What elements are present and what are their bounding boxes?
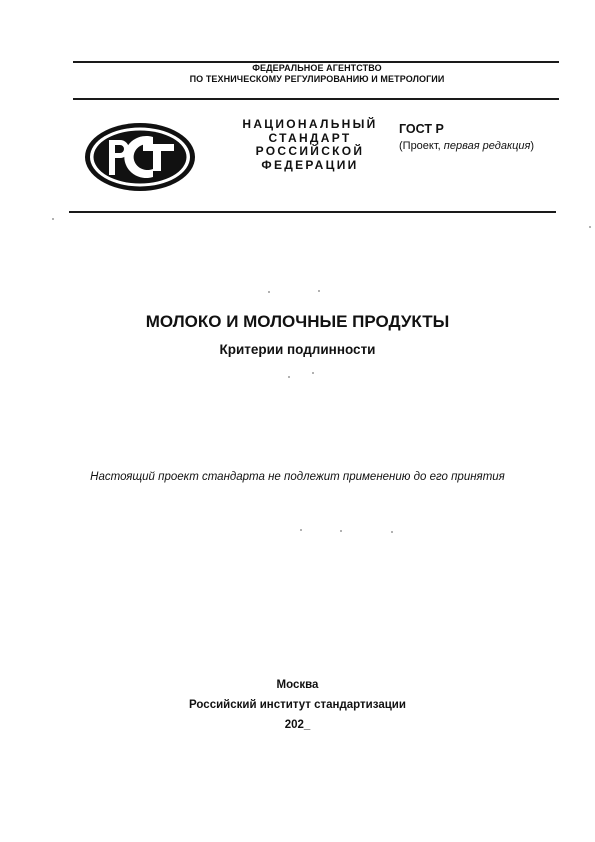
document-subtitle: Критерии подлинности (219, 342, 376, 357)
standard-type-block (232, 118, 388, 172)
document-title: МОЛОКО И МОЛОЧНЫЕ ПРОДУКТЫ (145, 312, 450, 331)
scan-speck (391, 531, 393, 533)
standard-type-line-2: СТАНДАРТ (268, 130, 352, 145)
imprint-publisher: Российский институт стандартизации (189, 699, 406, 711)
draft-status-prefix: (Проект, (399, 140, 444, 152)
rst-logo-icon (83, 121, 197, 193)
scan-speck (318, 290, 320, 292)
draft-status (399, 139, 534, 153)
draft-status-suffix: ) (530, 140, 535, 152)
scan-speck (340, 530, 342, 532)
scan-speck (288, 376, 290, 378)
scan-speck (312, 372, 314, 374)
standard-type-line-1: НАЦИОНАЛЬНЫЙ (242, 117, 378, 131)
agency-header (75, 63, 559, 85)
header-bottom-rule (69, 211, 556, 213)
draft-status-edition: первая редакция (443, 140, 531, 152)
agency-line-1: ФЕДЕРАЛЬНОЕ АГЕНТСТВО (252, 63, 382, 73)
standard-type-line-3: РОССИЙСКОЙ (255, 144, 365, 158)
scan-speck (268, 291, 270, 293)
agency-line-2: ПО ТЕХНИЧЕСКОМУ РЕГУЛИРОВАНИЮ И МЕТРОЛОГИИ (189, 74, 445, 84)
agency-rule (73, 98, 559, 100)
draft-notice: Настоящий проект стандарта не подлежит применению до его принятия (90, 471, 505, 483)
scan-speck (589, 226, 591, 228)
imprint-year: 202_ (284, 719, 311, 731)
imprint-city: Москва (276, 679, 319, 691)
scan-speck (300, 529, 302, 531)
imprint-block (40, 675, 555, 735)
scan-speck (52, 218, 54, 220)
gost-designation: ГОСТ Р (399, 122, 444, 136)
standard-type-line-4: ФЕДЕРАЦИИ (261, 157, 359, 172)
